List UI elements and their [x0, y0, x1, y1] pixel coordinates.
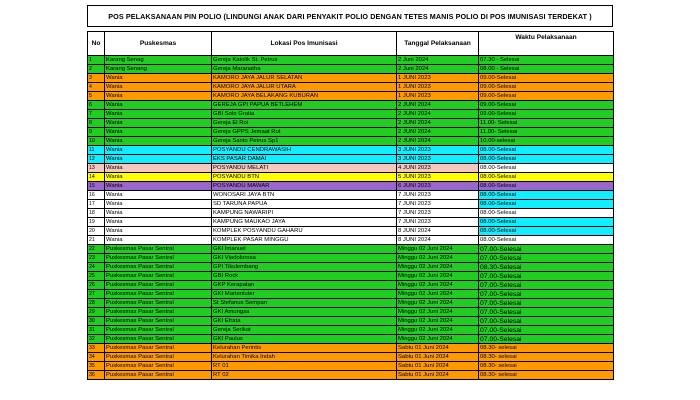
cell-no[interactable]: 8 [88, 119, 105, 128]
table-row [88, 173, 614, 182]
header-waktu[interactable]: Waktu Pelaksanaan [479, 32, 614, 56]
cell-waktu[interactable]: 08.30- selesai [479, 353, 614, 362]
cell-tanggal[interactable]: 3 JUNI 2023 [397, 155, 479, 164]
cell-lokasi[interactable]: POSYANDU MELATI [212, 164, 397, 173]
cell-no[interactable]: 29 [88, 308, 105, 317]
cell-lokasi[interactable]: KAMORO JAYA JALUR UTARA [212, 83, 397, 92]
cell-no[interactable]: 4 [88, 83, 105, 92]
cell-tanggal[interactable]: Minggu 02 Juni 2024 [397, 245, 479, 254]
table-row [88, 155, 614, 164]
cell-tanggal[interactable]: 2 JUNI 2024 [397, 137, 479, 146]
cell-no[interactable]: 22 [88, 245, 105, 254]
cell-no[interactable]: 28 [88, 299, 105, 308]
cell-waktu[interactable]: 08.00-Selesai [479, 236, 614, 245]
cell-tanggal[interactable]: 2 JUNI 2024 [397, 110, 479, 119]
cell-lokasi[interactable]: GKI Amungsa [212, 308, 397, 317]
cell-lokasi[interactable]: KAMORO JAYA JALUR SELATAN [212, 74, 397, 83]
cell-puskesmas[interactable]: Puskesmas Pasar Sentral [105, 254, 212, 263]
cell-waktu[interactable]: 08.00-Selesai [479, 227, 614, 236]
spreadsheet-sheet [87, 5, 613, 380]
cell-tanggal[interactable]: Sabtu 01 Juni 2024 [397, 353, 479, 362]
cell-tanggal[interactable]: 1 JUNI 2023 [397, 83, 479, 92]
cell-waktu[interactable]: 09.00-Selesai [479, 83, 614, 92]
table-row [88, 218, 614, 227]
cell-lokasi[interactable]: GKI Viadolorosa [212, 254, 397, 263]
cell-waktu[interactable]: 08.00-Selesai [479, 209, 614, 218]
table-row [88, 110, 614, 119]
header-lokasi[interactable]: Lokasi Pos Imunisasi [212, 32, 397, 56]
cell-lokasi[interactable]: POSYANDU CENDRAWASIH [212, 146, 397, 155]
cell-puskesmas[interactable]: Puskesmas Pasar Sentral [105, 353, 212, 362]
cell-waktu[interactable]: 07.00-Selesai [479, 299, 614, 308]
cell-puskesmas[interactable]: Wania [105, 173, 212, 182]
cell-tanggal[interactable]: 7 JUNI 2023 [397, 191, 479, 200]
table-row [88, 299, 614, 308]
cell-waktu[interactable]: 08.00-Selesai [479, 218, 614, 227]
cell-puskesmas[interactable]: Wania [105, 137, 212, 146]
cell-tanggal[interactable]: Minggu 02 Juni 2024 [397, 290, 479, 299]
cell-tanggal[interactable]: 5 JUNI 2023 [397, 173, 479, 182]
cell-no[interactable]: 18 [88, 209, 105, 218]
cell-lokasi[interactable]: GKP Kerapatan [212, 281, 397, 290]
cell-tanggal[interactable]: 2 JUNI 2024 [397, 128, 479, 137]
cell-waktu[interactable]: 09.00-Selesai [479, 74, 614, 83]
cell-lokasi[interactable]: Gereja Santo Petrus Sp1 [212, 137, 397, 146]
cell-tanggal[interactable]: Sabtu 01 Juni 2024 [397, 371, 479, 380]
cell-tanggal[interactable]: Minggu 02 Juni 2024 [397, 317, 479, 326]
cell-no[interactable]: 33 [88, 344, 105, 353]
cell-tanggal[interactable]: 2 JUNI 2024 [397, 119, 479, 128]
cell-puskesmas[interactable]: Wania [105, 200, 212, 209]
table-row [88, 119, 614, 128]
cell-puskesmas[interactable]: Puskesmas Pasar Sentral [105, 290, 212, 299]
cell-tanggal[interactable]: 8 JUNI 2024 [397, 227, 479, 236]
cell-lokasi[interactable]: KAMPUNG NAWARIPI [212, 209, 397, 218]
table-row [88, 236, 614, 245]
cell-lokasi[interactable]: Gereja El Roi [212, 119, 397, 128]
cell-waktu[interactable]: 09.00-Selesai [479, 110, 614, 119]
cell-no[interactable]: 13 [88, 164, 105, 173]
table-row [88, 92, 614, 101]
cell-waktu[interactable]: 08.00 - Selesai [479, 65, 614, 74]
cell-puskesmas[interactable]: Puskesmas Pasar Sentral [105, 335, 212, 344]
table-row [88, 254, 614, 263]
cell-no[interactable]: 9 [88, 128, 105, 137]
cell-tanggal[interactable]: Minggu 02 Juni 2024 [397, 272, 479, 281]
cell-tanggal[interactable]: 7 JUNI 2023 [397, 200, 479, 209]
cell-lokasi[interactable]: GKI Paulus [212, 335, 397, 344]
cell-puskesmas[interactable]: Puskesmas Pasar Sentral [105, 344, 212, 353]
cell-puskesmas[interactable]: Puskesmas Pasar Sentral [105, 362, 212, 371]
table-row [88, 263, 614, 272]
table-row [88, 191, 614, 200]
cell-no[interactable]: 23 [88, 254, 105, 263]
cell-no[interactable]: 19 [88, 218, 105, 227]
cell-no[interactable]: 3 [88, 74, 105, 83]
table-row [88, 137, 614, 146]
table-row [88, 353, 614, 362]
table-row [88, 317, 614, 326]
cell-waktu[interactable]: 07.00-Selesai [479, 245, 614, 254]
table-row [88, 101, 614, 110]
cell-lokasi[interactable]: GKI Martenluter [212, 290, 397, 299]
cell-no[interactable]: 7 [88, 110, 105, 119]
table-header [88, 32, 614, 56]
cell-lokasi[interactable]: Kelurahan Timika Indah [212, 353, 397, 362]
cell-waktu[interactable]: 11.00- Selesai [479, 128, 614, 137]
cell-no[interactable]: 15 [88, 182, 105, 191]
cell-waktu[interactable]: 08.00-Selesai [479, 164, 614, 173]
cell-puskesmas[interactable]: Puskesmas Pasar Sentral [105, 263, 212, 272]
schedule-table [87, 31, 614, 380]
cell-no[interactable]: 5 [88, 92, 105, 101]
cell-no[interactable]: 36 [88, 371, 105, 380]
table-row [88, 308, 614, 317]
table-row [88, 281, 614, 290]
cell-lokasi[interactable]: SD TARUNA PAPUA [212, 200, 397, 209]
table-row [88, 164, 614, 173]
cell-puskesmas[interactable]: Wania [105, 164, 212, 173]
cell-puskesmas[interactable]: Puskesmas Pasar Sentral [105, 326, 212, 335]
cell-puskesmas[interactable]: Wania [105, 209, 212, 218]
cell-tanggal[interactable]: Minggu 02 Juni 2024 [397, 299, 479, 308]
cell-lokasi[interactable]: GBI Rock [212, 272, 397, 281]
cell-waktu[interactable]: 08.30- selesai [479, 362, 614, 371]
cell-waktu[interactable]: 09.00-Selesai [479, 92, 614, 101]
cell-waktu[interactable]: 07.00-Selesai [479, 254, 614, 263]
table-row [88, 344, 614, 353]
cell-puskesmas[interactable]: Wania [105, 191, 212, 200]
cell-no[interactable]: 27 [88, 290, 105, 299]
cell-lokasi[interactable]: Gereja Serikat [212, 326, 397, 335]
cell-puskesmas[interactable]: Puskesmas Pasar Sentral [105, 317, 212, 326]
table-row [88, 326, 614, 335]
cell-lokasi[interactable]: Gereja GPPS Jemaat Rut [212, 128, 397, 137]
cell-lokasi[interactable]: POSYANDU BTN [212, 173, 397, 182]
cell-no[interactable]: 26 [88, 281, 105, 290]
cell-no[interactable]: 1 [88, 56, 105, 65]
cell-waktu[interactable]: 11.00- Selesai [479, 119, 614, 128]
cell-no[interactable]: 20 [88, 227, 105, 236]
cell-puskesmas[interactable]: Wania [105, 128, 212, 137]
cell-waktu[interactable]: 08.00-Selesai [479, 146, 614, 155]
cell-tanggal[interactable]: 1 JUNI 2023 [397, 92, 479, 101]
cell-waktu[interactable]: 09.00-Selesai [479, 101, 614, 110]
cell-no[interactable]: 34 [88, 353, 105, 362]
table-row [88, 83, 614, 92]
table-row [88, 182, 614, 191]
table-row [88, 362, 614, 371]
cell-lokasi[interactable]: Gereja Katolik St. Petrus [212, 56, 397, 65]
cell-waktu[interactable]: 08.00-Selesai [479, 155, 614, 164]
cell-waktu[interactable]: 08.30- selesai [479, 344, 614, 353]
cell-tanggal[interactable]: 1 JUNI 2023 [397, 74, 479, 83]
cell-lokasi[interactable]: KOMPLEK POSYANDU GAHARU [212, 227, 397, 236]
cell-puskesmas[interactable]: Wania [105, 92, 212, 101]
sheet-title: POS PELAKSANAAN PIN POLIO (LINDUNGI ANAK DARI PENYAKIT POLIO DENGAN TETES MANIS POLIO DI POS IMUNISASI TERDEKAT ) [87, 5, 613, 27]
cell-waktu[interactable]: 08.00-Selesai [479, 173, 614, 182]
cell-tanggal[interactable]: 4 JUNI 2023 [397, 164, 479, 173]
table-row [88, 371, 614, 380]
cell-no[interactable]: 12 [88, 155, 105, 164]
cell-lokasi[interactable]: KAMPUNG MAUKAO JAYA [212, 218, 397, 227]
cell-waktu[interactable]: 07.00-Selesai [479, 317, 614, 326]
cell-tanggal[interactable]: Minggu 02 Juni 2024 [397, 254, 479, 263]
cell-puskesmas[interactable]: Wania [105, 110, 212, 119]
cell-no[interactable]: 30 [88, 317, 105, 326]
table-row [88, 227, 614, 236]
cell-no[interactable]: 10 [88, 137, 105, 146]
cell-puskesmas[interactable]: Wania [105, 236, 212, 245]
cell-waktu[interactable]: 08.00-Selesai [479, 200, 614, 209]
cell-waktu[interactable]: 08.30- selesai [479, 371, 614, 380]
cell-no[interactable]: 32 [88, 335, 105, 344]
cell-tanggal[interactable]: 2 Juni 2024 [397, 56, 479, 65]
cell-waktu[interactable]: 07.30 - Selesai [479, 56, 614, 65]
cell-no[interactable]: 17 [88, 200, 105, 209]
cell-tanggal[interactable]: 7 JUNI 2023 [397, 209, 479, 218]
cell-lokasi[interactable]: RT 01 [212, 362, 397, 371]
cell-waktu[interactable]: 07.00-Selesai [479, 326, 614, 335]
table-row [88, 146, 614, 155]
cell-no[interactable]: 21 [88, 236, 105, 245]
table-row [88, 65, 614, 74]
cell-tanggal[interactable]: Minggu 02 Juni 2024 [397, 263, 479, 272]
header-no[interactable]: No [88, 32, 105, 56]
cell-tanggal[interactable]: Minggu 02 Juni 2024 [397, 308, 479, 317]
cell-tanggal[interactable]: 3 JUNI 2023 [397, 146, 479, 155]
cell-waktu[interactable]: 07.00-Selesai [479, 290, 614, 299]
cell-puskesmas[interactable]: Wania [105, 83, 212, 92]
cell-lokasi[interactable]: GKI Imanuel [212, 245, 397, 254]
cell-tanggal[interactable]: Minggu 02 Juni 2024 [397, 326, 479, 335]
table-row [88, 74, 614, 83]
cell-tanggal[interactable]: Minggu 02 Juni 2024 [397, 335, 479, 344]
cell-tanggal[interactable]: Sabtu 01 Juni 2024 [397, 344, 479, 353]
cell-lokasi[interactable]: POSYANDU MAWAR [212, 182, 397, 191]
table-row [88, 245, 614, 254]
cell-waktu[interactable]: 07.00-Selesai [479, 272, 614, 281]
cell-puskesmas[interactable]: Puskesmas Pasar Sentral [105, 272, 212, 281]
cell-waktu[interactable]: 08.00-Selesai [479, 182, 614, 191]
cell-no[interactable]: 35 [88, 362, 105, 371]
cell-puskesmas[interactable]: Wania [105, 218, 212, 227]
cell-no[interactable]: 24 [88, 263, 105, 272]
cell-tanggal[interactable]: 6 JUNI 2023 [397, 182, 479, 191]
cell-tanggal[interactable]: 2 JUNI 2024 [397, 101, 479, 110]
cell-waktu[interactable]: 07.00-Selesai [479, 335, 614, 344]
cell-puskesmas[interactable]: Puskesmas Pasar Sentral [105, 371, 212, 380]
cell-waktu[interactable]: 07.00-Selesai [479, 281, 614, 290]
cell-puskesmas[interactable]: Wania [105, 227, 212, 236]
cell-waktu[interactable]: 07.00-Selesai [479, 308, 614, 317]
cell-lokasi[interactable]: WONOSARI JAYA BTN [212, 191, 397, 200]
cell-lokasi[interactable]: Gereja Maranatha [212, 65, 397, 74]
cell-lokasi[interactable]: EKS PASAR DAMAI [212, 155, 397, 164]
cell-puskesmas[interactable]: Wania [105, 146, 212, 155]
cell-no[interactable]: 25 [88, 272, 105, 281]
cell-tanggal[interactable]: Minggu 02 Juni 2024 [397, 281, 479, 290]
cell-puskesmas[interactable]: Karang Senang [105, 65, 212, 74]
cell-puskesmas[interactable]: Puskesmas Pasar Sentral [105, 245, 212, 254]
cell-puskesmas[interactable]: Puskesmas Pasar Sentral [105, 281, 212, 290]
header-tanggal[interactable]: Tanggal Pelaksanaan [397, 32, 479, 56]
table-row [88, 272, 614, 281]
cell-puskesmas[interactable]: Puskesmas Pasar Sentral [105, 308, 212, 317]
table-row [88, 209, 614, 218]
cell-no[interactable]: 11 [88, 146, 105, 155]
cell-lokasi[interactable]: RT 02 [212, 371, 397, 380]
cell-no[interactable]: 14 [88, 173, 105, 182]
table-row [88, 290, 614, 299]
cell-no[interactable]: 31 [88, 326, 105, 335]
cell-lokasi[interactable]: Kelurahan Perintis [212, 344, 397, 353]
cell-waktu[interactable]: 08.00-Selesai [479, 191, 614, 200]
table-row [88, 128, 614, 137]
cell-tanggal[interactable]: 7 JUNI 2023 [397, 218, 479, 227]
cell-lokasi[interactable]: GPI Tikulembang [212, 263, 397, 272]
cell-lokasi[interactable]: KOMPLEK PASAR MINGGU [212, 236, 397, 245]
cell-puskesmas[interactable]: Wania [105, 74, 212, 83]
table-row [88, 335, 614, 344]
cell-tanggal[interactable]: Sabtu 01 Juni 2024 [397, 362, 479, 371]
table-row [88, 200, 614, 209]
cell-no[interactable]: 6 [88, 101, 105, 110]
table-body [88, 56, 614, 380]
cell-waktu[interactable]: 10.00-selesai [479, 137, 614, 146]
cell-lokasi[interactable]: St Stefanus Sempan [212, 299, 397, 308]
header-row [88, 32, 614, 56]
cell-puskesmas[interactable]: Wania [105, 101, 212, 110]
cell-no[interactable]: 16 [88, 191, 105, 200]
cell-puskesmas[interactable]: Wania [105, 155, 212, 164]
cell-puskesmas[interactable]: Puskesmas Pasar Sentral [105, 299, 212, 308]
cell-puskesmas[interactable]: Wania [105, 182, 212, 191]
table-row [88, 56, 614, 65]
cell-tanggal[interactable]: 8 JUNI 2024 [397, 236, 479, 245]
cell-waktu[interactable]: 08.30-Selesai [479, 263, 614, 272]
cell-puskesmas[interactable]: Wania [105, 119, 212, 128]
cell-lokasi[interactable]: GKI Efrata [212, 317, 397, 326]
cell-lokasi[interactable]: GBI Solo Gratia [212, 110, 397, 119]
cell-no[interactable]: 2 [88, 65, 105, 74]
cell-puskesmas[interactable]: Karang Senag [105, 56, 212, 65]
header-puskesmas[interactable]: Puskesmas [105, 32, 212, 56]
cell-lokasi[interactable]: GEREJA GPI PAPUA BETLEHEM [212, 101, 397, 110]
cell-lokasi[interactable]: KAMORO JAYA BELAKANG KUBURAN [212, 92, 397, 101]
cell-tanggal[interactable]: 2 Juni 2024 [397, 65, 479, 74]
